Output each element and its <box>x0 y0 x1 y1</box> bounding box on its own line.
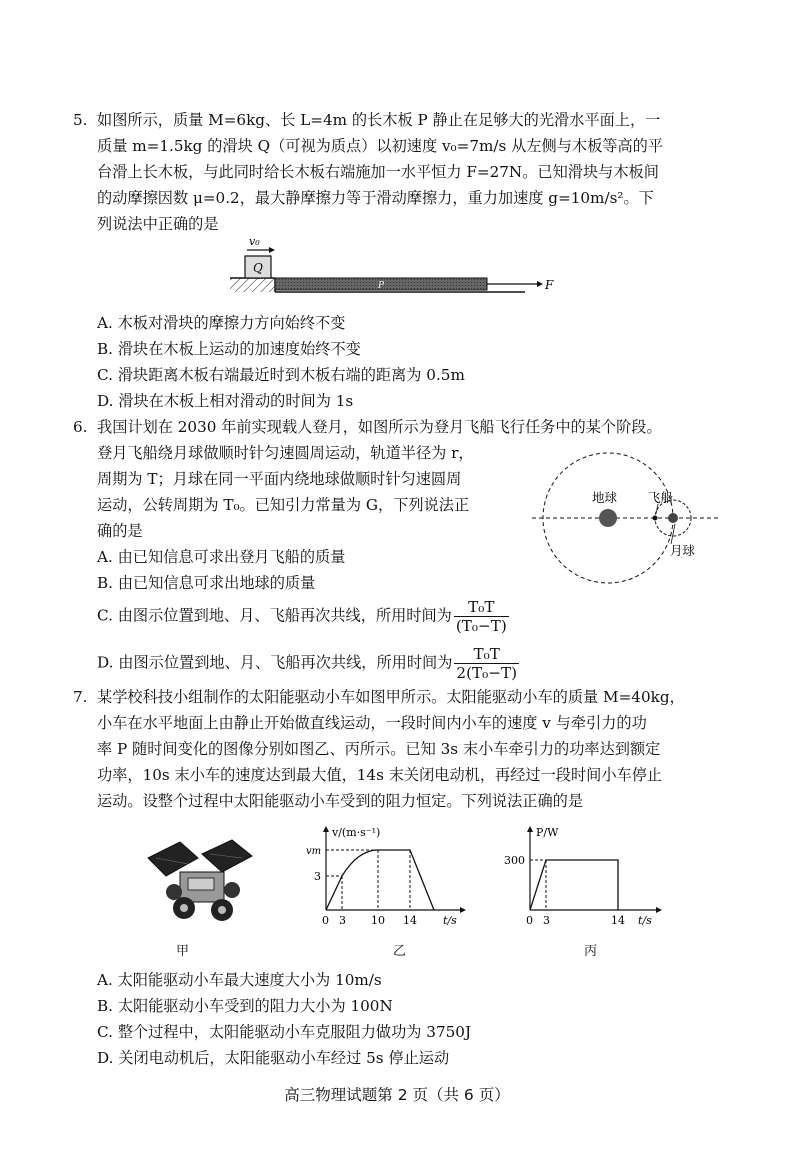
q6-option-c-fraction <box>454 598 509 635</box>
q6-line-1: 我国计划在 2030 年前实现载人登月，如图所示为登月飞船飞行任务中的某个阶段。 <box>97 418 662 436</box>
q5-option-b: B. 滑块在木板上运动的加速度始终不变 <box>97 340 361 358</box>
label-moon: 月球 <box>670 543 696 558</box>
wheel-rear-right <box>224 882 240 898</box>
q6-option-a: A. 由已知信息可求出登月飞船的质量 <box>97 548 346 566</box>
label-ship: 飞船 <box>648 490 674 505</box>
q7-option-a: A. 太阳能驱动小车最大速度大小为 10m/s <box>97 971 382 989</box>
pt-y300-label: 300 <box>504 854 525 867</box>
q5-option-c: C. 滑块距离木板右端最近时到木板右端的距离为 0.5m <box>97 366 465 384</box>
q5-figure <box>225 234 565 300</box>
page-footer: 高三物理试题第 2 页（共 6 页） <box>284 1086 510 1104</box>
pt-tick-0: 0 <box>526 914 533 927</box>
q7-option-c: C. 整个过程中，太阳能驱动小车克服阻力做功为 3750J <box>97 1023 472 1041</box>
q7-line-3: 率 P 随时间变化的图像分别如图乙、丙所示。已知 3s 末小车牵引力的功率达到额定 <box>97 740 661 758</box>
q7-line-5: 运动。设整个过程中太阳能驱动小车受到的阻力恒定。下列说法正确的是 <box>97 792 583 810</box>
label-p: P <box>378 281 385 291</box>
q5-line-4: 的动摩擦因数 μ=0.2，最大静摩擦力等于滑动摩擦力，重力加速度 g=10m/s²。下 <box>97 189 654 207</box>
q5-number: 5. <box>73 111 88 129</box>
q5-line-2: 质量 m=1.5kg 的滑块 Q（可视为质点）以初速度 v₀=7m/s 从左侧与木板等高的平 <box>97 137 664 155</box>
q6-option-d-text: D. 由图示位置到地、月、飞船再次共线，所用时间为 <box>97 653 453 672</box>
q7-number: 7. <box>73 688 88 706</box>
vt-ylabel: v/(m·s⁻¹) <box>332 826 381 839</box>
q6-option-c <box>97 598 509 635</box>
q6-option-b: B. 由已知信息可求出地球的质量 <box>97 574 316 592</box>
q6-option-c-text: C. 由图示位置到地、月、飞船再次共线，所用时间为 <box>97 606 452 625</box>
q7-option-b: B. 太阳能驱动小车受到的阻力大小为 100N <box>97 997 393 1015</box>
earth-icon <box>599 509 617 527</box>
solar-panel-left <box>148 842 198 876</box>
q7-line-2: 小车在水平地面上由静止开始做直线运动，一段时间内小车的速度 v 与牵引力的功 <box>97 714 647 732</box>
q6-option-d <box>97 645 519 682</box>
label-earth: 地球 <box>592 490 618 505</box>
pt-xlabel: t/s <box>638 914 652 927</box>
vt-tick-0: 0 <box>322 914 329 927</box>
label-q: Q <box>253 261 263 275</box>
solar-car-figure <box>140 828 260 938</box>
label-f: F <box>545 278 554 292</box>
q7-line-1: 某学校科技小组制作的太阳能驱动小车如图甲所示。太阳能驱动小车的质量 M=40kg， <box>97 688 685 706</box>
q6-option-d-denominator: 2(T₀−T) <box>456 664 518 682</box>
pt-tick-3: 3 <box>543 914 550 927</box>
q6-option-c-denominator: (T₀−T) <box>455 617 507 635</box>
q7-line-4: 功率，10s 末小车的速度达到最大值，14s 末关闭电动机，再经过一段时间小车停止 <box>97 766 663 784</box>
vt-tick-10: 10 <box>371 914 385 927</box>
q6-figure <box>530 452 730 602</box>
pt-curve <box>530 860 618 910</box>
moon-icon <box>668 513 678 523</box>
q6-line-5: 确的是 <box>97 522 143 540</box>
q7-option-d: D. 关闭电动机后，太阳能驱动小车经过 5s 停止运动 <box>97 1049 450 1067</box>
platform <box>230 278 275 292</box>
caption-bing: 丙 <box>584 944 598 959</box>
vt-y3-label: 3 <box>314 870 321 883</box>
q5-line-1: 如图所示，质量 M=6kg、长 L=4m 的长木板 P 静止在足够大的光滑水平面上，一 <box>97 111 661 129</box>
q6-number: 6. <box>73 418 88 436</box>
pt-graph <box>500 826 670 931</box>
q6-option-d-fraction <box>454 645 519 682</box>
ship-icon <box>653 516 658 521</box>
q5-option-a: A. 木板对滑块的摩擦力方向始终不变 <box>97 314 346 332</box>
caption-jia: 甲 <box>176 944 190 959</box>
vt-vm-label: vm <box>306 846 322 857</box>
caption-yi: 乙 <box>393 944 407 959</box>
vt-tick-14: 14 <box>403 914 417 927</box>
vt-graph <box>300 826 470 931</box>
q5-line-5: 列说法中正确的是 <box>97 215 219 233</box>
vt-xlabel: t/s <box>443 914 457 927</box>
q6-line-2: 登月飞船绕月球做顺时针匀速圆周运动，轨道半径为 r， <box>97 444 474 462</box>
q6-option-d-numerator: T₀T <box>454 645 519 664</box>
label-v0: v₀ <box>249 235 260 248</box>
q6-line-4: 运动，公转周期为 T₀。已知引力常量为 G，下列说法正 <box>97 496 470 514</box>
q6-line-3: 周期为 T；月球在同一平面内绕地球做顺时针匀速圆周 <box>97 470 462 488</box>
vt-tick-3: 3 <box>339 914 346 927</box>
q5-line-3: 台滑上长木板，与此同时给长木板右端施加一水平恒力 F=27N。已知滑块与木板间 <box>97 163 659 181</box>
q6-option-c-numerator: T₀T <box>454 598 509 617</box>
q5-option-d: D. 滑块在木板上相对滑动的时间为 1s <box>97 392 354 410</box>
pt-ylabel: P/W <box>536 826 559 839</box>
pt-tick-14: 14 <box>611 914 625 927</box>
wheel-rear-left <box>166 884 182 900</box>
